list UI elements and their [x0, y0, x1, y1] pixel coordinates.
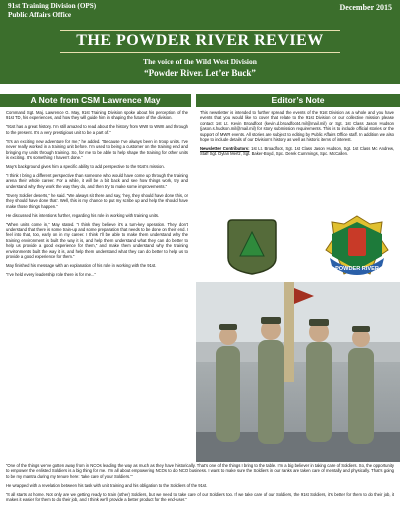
- article-paragraph: “I think I bring a different perspective than someone who would have come up through the training arena their whole career. For a while, it will be a bit back and see how things work, try and understand why they work the way they do, and then try to make some improvements.”: [6, 173, 188, 189]
- org-office: Public Affairs Office: [8, 11, 72, 19]
- division-shoulder-patch: [226, 218, 278, 276]
- article-paragraph: “I’ve held every leadership role there is for me...”: [6, 272, 96, 278]
- contributors-list: 1st Lt. Broadfoot, Sgt. 1st Class Jason Hudson, Sgt. 1st Class Mc Andrew, Staff Sgt. Dylan Mertz, Sgt. Baker-Boyd, Spc. Derek Cummings, Spc. McCallen.: [200, 146, 394, 157]
- article-paragraph: “When units come in,” May stated. “I think they believe it’s a turn-key operation. They don’t understand that there is some train-up and some preparation that needs to be done on their end. I feel into that, too, early on in my career. I think I’ll be able to make them understand why the training environment is built the way it is, and help them understand what they can do better to help us provide a good experience for them,” and make them understand why the training environments built the way it is, and help them understand what they can do better to help us to provide a good experience for them.”: [6, 221, 188, 260]
- newsletter-subtitle: The voice of the Wild West Division: [143, 57, 257, 66]
- insignia-scroll-text: POWDER RIVER: [335, 266, 379, 272]
- title-rule-top: [60, 30, 340, 31]
- article-paragraph: Command Sgt. Maj. Lawrence G. May, 91st Training Division spoke about his perception of the 91st TD, his experiences, and how they will guide him in shaping the future of the division.: [6, 110, 188, 121]
- article-continuation: [6, 463, 394, 520]
- issue-date: December 2015: [339, 3, 392, 12]
- right-column-heading: Editor’s Note: [196, 94, 400, 107]
- article-paragraph: “It all starts at home. Not only are we getting ready to train (other) Soldiers, but we need to take care of our Soldiers too. If we take care of our Soldiers, the 91st Soldiers, it’s better for them to do their job, it makes it easier for them to do their job, and I think we’ll provide a better product for the end-user.”: [6, 491, 394, 503]
- title-rule-bottom: [60, 52, 340, 53]
- left-column-heading: A Note from CSM Lawrence May: [0, 94, 191, 107]
- org-name: 91st Training Division (OPS): [8, 2, 97, 10]
- newsletter-motto: “Powder River. Let’er Buck”: [144, 68, 256, 78]
- article-paragraph: He discussed his intentions further, regarding his role in working with training units.: [6, 212, 160, 218]
- masthead-top-bar: [0, 0, 400, 22]
- article-paragraph: May finished his message with an explanation of his role in working with the 91st.: [6, 263, 157, 269]
- editors-note-body: This newsletter is intended to further spread the events of the 91st Division as a whole and you have events that you would like to cover that relate to the 91st Division or our collective mission please contact 1st Lt. Kevin Broadfoot (kevin.d.broadfoot4.mil@mail.mil) or Sgt. 1st Class Jason Hudson (jason.s.hudson.mil@mail.mil) for story submission requirements. This is to include official stories or the support of MWR events. All stories are subject to editing by Public Affairs Office staff. In addition we also hope to include details of our Division’s history as well as historic items of interest.: [200, 110, 394, 143]
- unit-insignia: [324, 212, 390, 282]
- contributors-label: Newsletter Contributors:: [200, 146, 250, 152]
- article-paragraph: “91st has a great history. I’m still amazed to read about the history from WWI to WWII and through to the present. It’s a very prestigious unit to be a part of.”: [6, 124, 188, 135]
- csm-article: [6, 110, 188, 462]
- article-paragraph: May’s background gives him a specific ability to add perspective to the 91st’s mission.: [6, 164, 165, 170]
- article-paragraph: “One of the things we’ve gotten away from in NCOs leading the way as much as they have historically. That’s one of the things I bring to the table. I’m a big believer in taking care of Soldiers. So, the opportunity to empower the enlisted Soldiers is a big thing for me. I’m all about empowering NCOs to do NCO business. I want to make sure the Soldiers in our ranks are taken care of mentally and physically. That’s going to be my mantra during my tenure here: ‘take care of your Soldiers.’”: [6, 463, 394, 479]
- editors-note: [200, 110, 394, 222]
- title-banner: [0, 22, 400, 84]
- article-paragraph: He wrapped with a revelation between his task with unit training and his obligation to the Soldiers of the 91st.: [6, 482, 208, 488]
- article-paragraph: “It’s an exciting new adventure for me,” he added. “Because I’ve always been in troop units. I’ve never really worked in a training unit before. I’m used to being a customer on the training end and bringing my units through training. So, for me to be able to help shape the training for other units is exciting. It’s something I haven’t done.”: [6, 138, 188, 161]
- contributors-line: [200, 146, 394, 157]
- newsletter-title: THE POWDER RIVER REVIEW: [76, 32, 324, 49]
- article-paragraph: “Every Soldier deserts,” he said. “We always sit there and say, ‘hey, they should have done this, or they should have done that’. Well, this is my chance to put my scribe up and help the should have make those things happen.”: [6, 192, 188, 209]
- ceremony-photo: [196, 282, 400, 462]
